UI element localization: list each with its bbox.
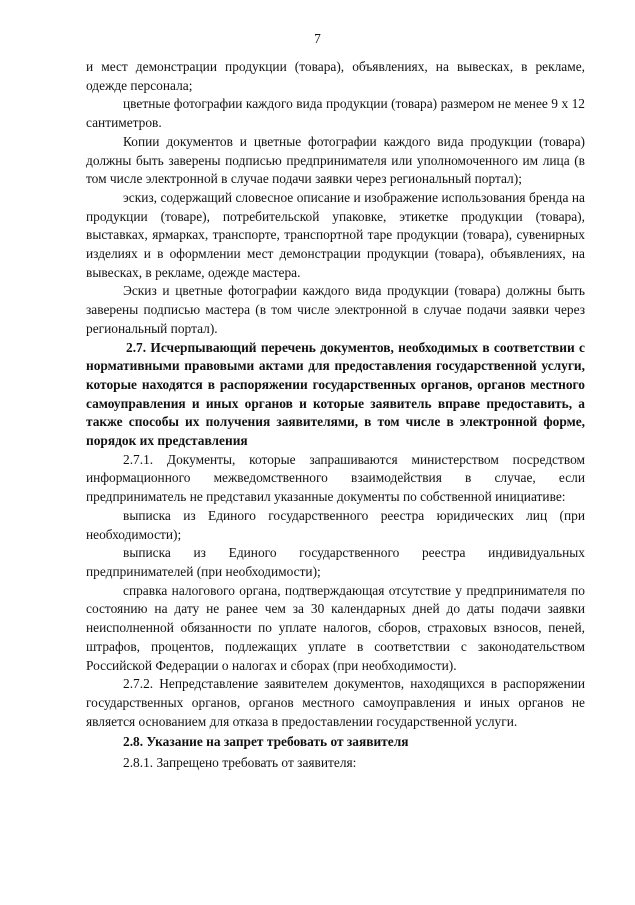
paragraph-2-8-1: 2.8.1. Запрещено требовать от заявителя: xyxy=(123,755,357,771)
section-heading-2-7: 2.7. Исчерпывающий перечень документов, необходимых в соответствии с нормативными правовыми актами для предоставления государственной услуги, которые находятся в распоряжении государственных органов, органов местного самоуправления и иных органов и которые заявитель вправе предоставить, а также способы их получения заявителями, в том числе в электронной форме, порядок их представления xyxy=(86,339,585,449)
paragraph-sketch-certified: Эскиз и цветные фотографии каждого вида продукции (товара) должны быть заверены подписью мастера (в том числе электронной в случае подачи заявки через региональный портал). xyxy=(86,283,585,336)
paragraph-2-7-2: 2.7.2. Непредставление заявителем документов, находящихся в распоряжении государственных органов, органов местного самоуправления и иных органов не является основанием для отказа в предоставлении государственной услуги. xyxy=(86,676,585,729)
page-number: 7 xyxy=(314,31,321,46)
paragraph-photos: цветные фотографии каждого вида продукции (товара) размером не менее 9 x 12 сантиметров. xyxy=(86,96,585,131)
list-item-legal-entities-extract: выписка из Единого государственного реестра юридических лиц (при необходимости); xyxy=(86,507,585,542)
list-item-entrepreneurs-extract: выписка из Единого государственного реестра индивидуальных предпринимателей (при необходимости); xyxy=(86,545,585,579)
list-item-tax-certificate: справка налогового органа, подтверждающая отсутствие у предпринимателя по состоянию на дату не ранее чем за 30 календарных дней до даты подачи заявки неисполненной обязанности по уплате налогов, сборов, страховых взносов, пеней, штрафов, процентов, подлежащих уплате в соответствии с законодательством Российской Федерации о налогах и сборах (при необходимости). xyxy=(86,582,585,673)
section-heading-2-8: 2.8. Указание на запрет требовать от заявителя xyxy=(123,734,409,750)
paragraph-continuation: и мест демонстрации продукции (товара), объявлениях, на вывесках, в рекламе, одежде персонала; xyxy=(86,59,585,93)
paragraph-2-7-1: 2.7.1. Документы, которые запрашиваются министерством посредством информационного межведомственного взаимодействия в случае, если предприниматель не представил указанные документы по собственной инициативе: xyxy=(86,451,585,505)
paragraph-copies-certified: Копии документов и цветные фотографии каждого вида продукции (товара) должны быть заверены подписью предпринимателя или уполномоченного им лица (в том числе электронной в случае подачи заявки через региональный портал); xyxy=(86,133,585,187)
paragraph-sketch: эскиз, содержащий словесное описание и изображение использования бренда на продукции (товаре), потребительской упаковке, этикетке продукции (товара), выставках, ярмарках, транспорте, транспортной таре продукции (товара), сувенирных изделиях и в оформлении мест демонстрации продукции (товара), объявлениях, на вывесках, в рекламе, одежде мастера. xyxy=(86,189,585,280)
document-body xyxy=(86,58,585,773)
